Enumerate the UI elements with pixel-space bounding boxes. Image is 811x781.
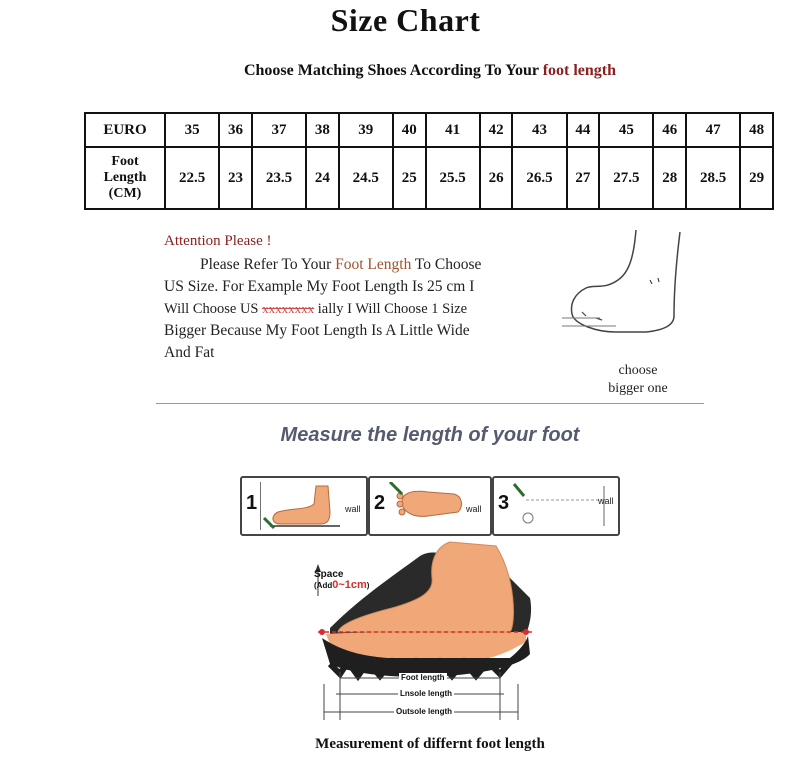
foot-length-cell: 25.5 bbox=[426, 147, 480, 209]
space-title: Space bbox=[314, 569, 344, 580]
subtitle bbox=[0, 62, 811, 80]
space-label bbox=[314, 569, 369, 591]
foot-length-cell: 24 bbox=[306, 147, 339, 209]
attention-text: Will Choose US bbox=[164, 301, 263, 317]
space-range bbox=[314, 580, 369, 591]
step-number: 3 bbox=[498, 492, 510, 514]
choose-label-line: choose bbox=[618, 363, 658, 378]
foot-length-cell: 23 bbox=[219, 147, 252, 209]
attention-line: US Size. For Example My Foot Length Is 25 cm I bbox=[164, 278, 475, 295]
euro-size-cell: 43 bbox=[512, 113, 566, 147]
foot-length-cell: 28 bbox=[653, 147, 686, 209]
wall-label: wall bbox=[345, 504, 361, 514]
length-header-line: Length bbox=[103, 170, 147, 185]
euro-size-cell: 39 bbox=[339, 113, 393, 147]
attention-highlight: Foot Length bbox=[335, 256, 412, 273]
shoe-measurement-illustration bbox=[300, 538, 540, 728]
size-table bbox=[84, 112, 774, 210]
length-row bbox=[85, 147, 773, 209]
euro-size-cell: 48 bbox=[740, 113, 773, 147]
foot-length-cell: 26 bbox=[480, 147, 513, 209]
page-title: Size Chart bbox=[330, 2, 481, 38]
step-3-panel bbox=[492, 476, 620, 536]
foot-top-icon bbox=[388, 482, 468, 530]
subtitle-prefix: Choose Matching Shoes According To Your bbox=[243, 62, 543, 79]
wall-label: wall bbox=[598, 496, 614, 506]
euro-size-cell: 47 bbox=[686, 113, 740, 147]
subtitle-highlight: foot length bbox=[542, 62, 617, 79]
attention-line: And Fat bbox=[164, 344, 215, 361]
foot-length-cell: 23.5 bbox=[252, 147, 306, 209]
euro-size-cell: 36 bbox=[219, 113, 252, 147]
space-range-value: 0~1cm bbox=[332, 579, 367, 591]
choose-label-line: bigger one bbox=[608, 381, 668, 396]
euro-row bbox=[85, 113, 773, 147]
euro-size-cell: 41 bbox=[426, 113, 480, 147]
attention-text: Please Refer To Your bbox=[200, 256, 336, 273]
length-header bbox=[85, 147, 165, 209]
euro-size-cell: 46 bbox=[653, 113, 686, 147]
insole-length-label: Lnsole length bbox=[400, 689, 452, 698]
attention-line bbox=[164, 298, 566, 320]
attention-title: Attention Please ! bbox=[164, 233, 272, 249]
foot-side-icon bbox=[260, 482, 344, 530]
space-add: (Add bbox=[314, 581, 333, 590]
foot-length-cell: 24.5 bbox=[339, 147, 393, 209]
euro-size-cell: 45 bbox=[599, 113, 653, 147]
foot-length-cell: 27.5 bbox=[599, 147, 653, 209]
foot-length-cell: 27 bbox=[567, 147, 600, 209]
attention-body bbox=[164, 254, 566, 364]
ruler-icon bbox=[512, 482, 612, 530]
attention-line bbox=[164, 254, 566, 276]
foot-length-label: Foot length bbox=[401, 673, 445, 682]
step-number: 2 bbox=[374, 492, 386, 514]
choose-bigger-label bbox=[598, 362, 678, 398]
step-2-panel bbox=[368, 476, 492, 536]
euro-header: EURO bbox=[85, 113, 165, 147]
euro-size-cell: 40 bbox=[393, 113, 426, 147]
attention-text: To Choose bbox=[411, 256, 482, 273]
foot-length-cell: 26.5 bbox=[512, 147, 566, 209]
illustration-caption: Measurement of differnt foot length bbox=[315, 736, 545, 752]
space-add: ) bbox=[366, 581, 370, 590]
foot-sketch bbox=[556, 224, 696, 344]
length-header-line: Foot bbox=[111, 154, 139, 169]
euro-size-cell: 44 bbox=[567, 113, 600, 147]
foot-length-cell: 22.5 bbox=[165, 147, 219, 209]
wall-label: wall bbox=[466, 504, 482, 514]
section-divider bbox=[156, 403, 704, 404]
step-number: 1 bbox=[246, 492, 258, 514]
length-header-line: (CM) bbox=[108, 186, 142, 201]
euro-size-cell: 35 bbox=[165, 113, 219, 147]
euro-size-cell: 37 bbox=[252, 113, 306, 147]
attention-line: Bigger Because My Foot Length Is A Little Wide bbox=[164, 322, 470, 339]
euro-size-cell: 38 bbox=[306, 113, 339, 147]
foot-length-cell: 28.5 bbox=[686, 147, 740, 209]
foot-length-cell: 29 bbox=[740, 147, 773, 209]
outsole-length-label: Outsole length bbox=[396, 707, 452, 716]
euro-size-cell: 42 bbox=[480, 113, 513, 147]
foot-length-cell: 25 bbox=[393, 147, 426, 209]
attention-text: ially I Will Choose 1 Size bbox=[314, 301, 468, 317]
measure-title: Measure the length of your foot bbox=[280, 424, 580, 446]
step-1-panel bbox=[240, 476, 368, 536]
masked-size: xxxxxxxx bbox=[262, 301, 315, 316]
